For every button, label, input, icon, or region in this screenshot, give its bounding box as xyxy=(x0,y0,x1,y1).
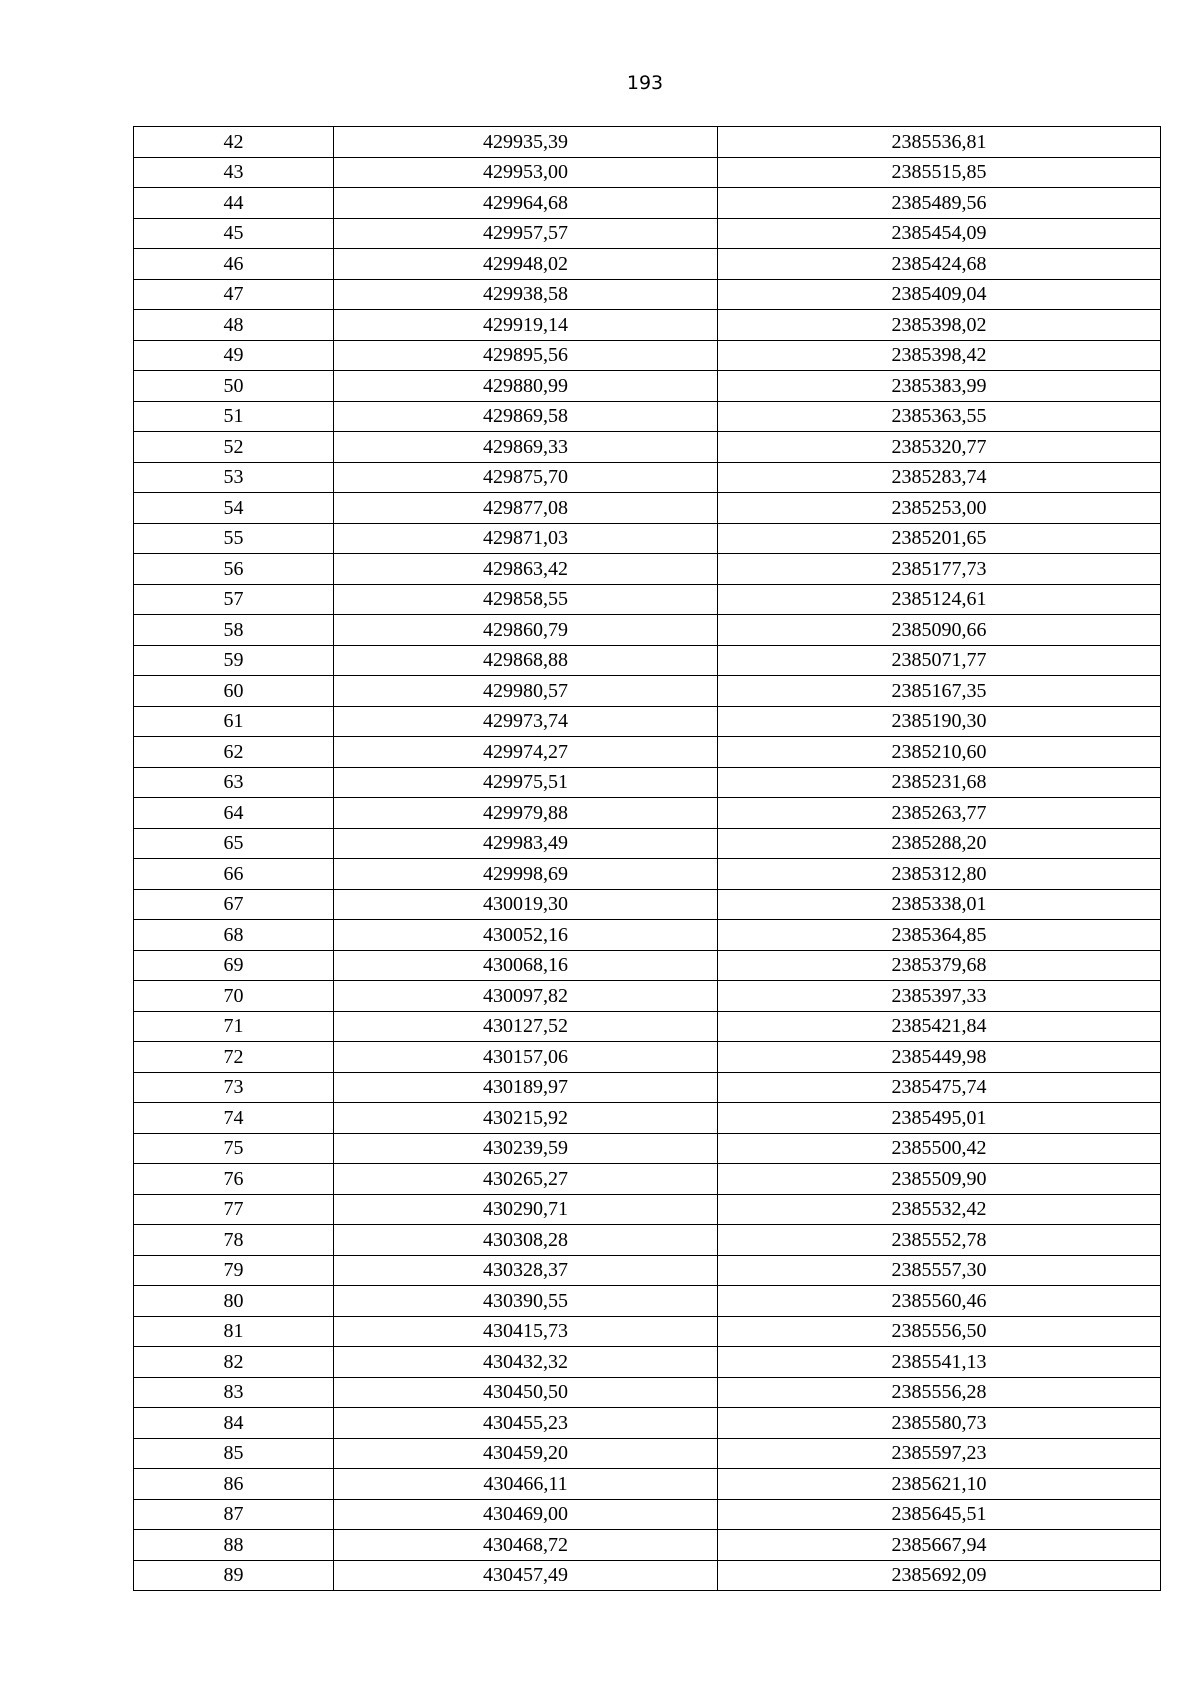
table-row xyxy=(134,798,1161,829)
point-number-cell: 81 xyxy=(134,1316,334,1347)
y-coordinate-cell: 2385621,10 xyxy=(718,1469,1161,1500)
x-coordinate-cell: 429979,88 xyxy=(334,798,718,829)
point-number-cell: 76 xyxy=(134,1164,334,1195)
table-row xyxy=(134,340,1161,371)
y-coordinate-cell: 2385597,23 xyxy=(718,1438,1161,1469)
table-row xyxy=(134,432,1161,463)
y-coordinate-cell: 2385475,74 xyxy=(718,1072,1161,1103)
y-coordinate-cell: 2385500,42 xyxy=(718,1133,1161,1164)
y-coordinate-cell: 2385560,46 xyxy=(718,1286,1161,1317)
x-coordinate-cell: 430157,06 xyxy=(334,1042,718,1073)
point-number-cell: 79 xyxy=(134,1255,334,1286)
x-coordinate-cell: 430308,28 xyxy=(334,1225,718,1256)
x-coordinate-cell: 430290,71 xyxy=(334,1194,718,1225)
table-row xyxy=(134,371,1161,402)
y-coordinate-cell: 2385398,42 xyxy=(718,340,1161,371)
point-number-cell: 89 xyxy=(134,1560,334,1591)
table-row xyxy=(134,889,1161,920)
y-coordinate-cell: 2385398,02 xyxy=(718,310,1161,341)
x-coordinate-cell: 429975,51 xyxy=(334,767,718,798)
point-number-cell: 70 xyxy=(134,981,334,1012)
y-coordinate-cell: 2385556,50 xyxy=(718,1316,1161,1347)
y-coordinate-cell: 2385363,55 xyxy=(718,401,1161,432)
x-coordinate-cell: 429953,00 xyxy=(334,157,718,188)
point-number-cell: 80 xyxy=(134,1286,334,1317)
table-row xyxy=(134,1225,1161,1256)
y-coordinate-cell: 2385509,90 xyxy=(718,1164,1161,1195)
y-coordinate-cell: 2385288,20 xyxy=(718,828,1161,859)
table-row xyxy=(134,859,1161,890)
y-coordinate-cell: 2385364,85 xyxy=(718,920,1161,951)
y-coordinate-cell: 2385338,01 xyxy=(718,889,1161,920)
x-coordinate-cell: 429895,56 xyxy=(334,340,718,371)
table-row xyxy=(134,1194,1161,1225)
x-coordinate-cell: 429974,27 xyxy=(334,737,718,768)
table-row xyxy=(134,1316,1161,1347)
y-coordinate-cell: 2385515,85 xyxy=(718,157,1161,188)
point-number-cell: 78 xyxy=(134,1225,334,1256)
table-row xyxy=(134,645,1161,676)
point-number-cell: 61 xyxy=(134,706,334,737)
table-row xyxy=(134,1072,1161,1103)
x-coordinate-cell: 429875,70 xyxy=(334,462,718,493)
point-number-cell: 71 xyxy=(134,1011,334,1042)
table-row xyxy=(134,1469,1161,1500)
point-number-cell: 62 xyxy=(134,737,334,768)
point-number-cell: 64 xyxy=(134,798,334,829)
x-coordinate-cell: 430189,97 xyxy=(334,1072,718,1103)
table-row xyxy=(134,493,1161,524)
x-coordinate-cell: 430466,11 xyxy=(334,1469,718,1500)
x-coordinate-cell: 429973,74 xyxy=(334,706,718,737)
table-row xyxy=(134,737,1161,768)
table-row xyxy=(134,554,1161,585)
x-coordinate-cell: 430068,16 xyxy=(334,950,718,981)
point-number-cell: 55 xyxy=(134,523,334,554)
y-coordinate-cell: 2385177,73 xyxy=(718,554,1161,585)
point-number-cell: 72 xyxy=(134,1042,334,1073)
point-number-cell: 84 xyxy=(134,1408,334,1439)
table-row xyxy=(134,1499,1161,1530)
y-coordinate-cell: 2385489,56 xyxy=(718,188,1161,219)
x-coordinate-cell: 429983,49 xyxy=(334,828,718,859)
y-coordinate-cell: 2385210,60 xyxy=(718,737,1161,768)
point-number-cell: 77 xyxy=(134,1194,334,1225)
x-coordinate-cell: 429869,33 xyxy=(334,432,718,463)
point-number-cell: 56 xyxy=(134,554,334,585)
point-number-cell: 60 xyxy=(134,676,334,707)
point-number-cell: 85 xyxy=(134,1438,334,1469)
x-coordinate-cell: 430457,49 xyxy=(334,1560,718,1591)
x-coordinate-cell: 430469,00 xyxy=(334,1499,718,1530)
table-row xyxy=(134,1042,1161,1073)
y-coordinate-cell: 2385383,99 xyxy=(718,371,1161,402)
point-number-cell: 46 xyxy=(134,249,334,280)
point-number-cell: 74 xyxy=(134,1103,334,1134)
table-row xyxy=(134,1408,1161,1439)
x-coordinate-cell: 430415,73 xyxy=(334,1316,718,1347)
y-coordinate-cell: 2385090,66 xyxy=(718,615,1161,646)
point-number-cell: 87 xyxy=(134,1499,334,1530)
point-number-cell: 54 xyxy=(134,493,334,524)
y-coordinate-cell: 2385263,77 xyxy=(718,798,1161,829)
point-number-cell: 48 xyxy=(134,310,334,341)
y-coordinate-cell: 2385536,81 xyxy=(718,127,1161,158)
table-row xyxy=(134,1377,1161,1408)
table-row xyxy=(134,1438,1161,1469)
x-coordinate-cell: 430239,59 xyxy=(334,1133,718,1164)
table-row xyxy=(134,615,1161,646)
y-coordinate-cell: 2385532,42 xyxy=(718,1194,1161,1225)
table-row xyxy=(134,1347,1161,1378)
y-coordinate-cell: 2385541,13 xyxy=(718,1347,1161,1378)
x-coordinate-cell: 429919,14 xyxy=(334,310,718,341)
table-row xyxy=(134,127,1161,158)
y-coordinate-cell: 2385424,68 xyxy=(718,249,1161,280)
table-row xyxy=(134,1530,1161,1561)
y-coordinate-cell: 2385231,68 xyxy=(718,767,1161,798)
table-row xyxy=(134,401,1161,432)
table-row xyxy=(134,249,1161,280)
point-number-cell: 73 xyxy=(134,1072,334,1103)
y-coordinate-cell: 2385320,77 xyxy=(718,432,1161,463)
x-coordinate-cell: 429860,79 xyxy=(334,615,718,646)
x-coordinate-cell: 429880,99 xyxy=(334,371,718,402)
y-coordinate-cell: 2385692,09 xyxy=(718,1560,1161,1591)
point-number-cell: 47 xyxy=(134,279,334,310)
y-coordinate-cell: 2385552,78 xyxy=(718,1225,1161,1256)
x-coordinate-cell: 429957,57 xyxy=(334,218,718,249)
y-coordinate-cell: 2385167,35 xyxy=(718,676,1161,707)
table-row xyxy=(134,1164,1161,1195)
table-row xyxy=(134,584,1161,615)
point-number-cell: 67 xyxy=(134,889,334,920)
point-number-cell: 45 xyxy=(134,218,334,249)
x-coordinate-cell: 430019,30 xyxy=(334,889,718,920)
coordinates-table xyxy=(133,126,1161,1591)
point-number-cell: 43 xyxy=(134,157,334,188)
x-coordinate-cell: 429869,58 xyxy=(334,401,718,432)
table-row xyxy=(134,828,1161,859)
table-row xyxy=(134,1560,1161,1591)
x-coordinate-cell: 429980,57 xyxy=(334,676,718,707)
x-coordinate-cell: 430468,72 xyxy=(334,1530,718,1561)
x-coordinate-cell: 429998,69 xyxy=(334,859,718,890)
y-coordinate-cell: 2385421,84 xyxy=(718,1011,1161,1042)
point-number-cell: 75 xyxy=(134,1133,334,1164)
point-number-cell: 44 xyxy=(134,188,334,219)
point-number-cell: 69 xyxy=(134,950,334,981)
y-coordinate-cell: 2385454,09 xyxy=(718,218,1161,249)
x-coordinate-cell: 430265,27 xyxy=(334,1164,718,1195)
point-number-cell: 63 xyxy=(134,767,334,798)
y-coordinate-cell: 2385449,98 xyxy=(718,1042,1161,1073)
y-coordinate-cell: 2385580,73 xyxy=(718,1408,1161,1439)
y-coordinate-cell: 2385283,74 xyxy=(718,462,1161,493)
x-coordinate-cell: 430097,82 xyxy=(334,981,718,1012)
point-number-cell: 66 xyxy=(134,859,334,890)
x-coordinate-cell: 430450,50 xyxy=(334,1377,718,1408)
x-coordinate-cell: 430328,37 xyxy=(334,1255,718,1286)
table-row xyxy=(134,1255,1161,1286)
x-coordinate-cell: 429871,03 xyxy=(334,523,718,554)
table-row xyxy=(134,920,1161,951)
page-number: 193 xyxy=(626,72,664,94)
table-row xyxy=(134,310,1161,341)
x-coordinate-cell: 429858,55 xyxy=(334,584,718,615)
point-number-cell: 86 xyxy=(134,1469,334,1500)
table-row xyxy=(134,218,1161,249)
point-number-cell: 42 xyxy=(134,127,334,158)
point-number-cell: 58 xyxy=(134,615,334,646)
x-coordinate-cell: 430432,32 xyxy=(334,1347,718,1378)
point-number-cell: 51 xyxy=(134,401,334,432)
x-coordinate-cell: 429935,39 xyxy=(334,127,718,158)
x-coordinate-cell: 429863,42 xyxy=(334,554,718,585)
point-number-cell: 52 xyxy=(134,432,334,463)
table-row xyxy=(134,1011,1161,1042)
point-number-cell: 57 xyxy=(134,584,334,615)
y-coordinate-cell: 2385201,65 xyxy=(718,523,1161,554)
point-number-cell: 50 xyxy=(134,371,334,402)
point-number-cell: 83 xyxy=(134,1377,334,1408)
x-coordinate-cell: 429877,08 xyxy=(334,493,718,524)
table-row xyxy=(134,767,1161,798)
point-number-cell: 68 xyxy=(134,920,334,951)
x-coordinate-cell: 430127,52 xyxy=(334,1011,718,1042)
point-number-cell: 53 xyxy=(134,462,334,493)
table-row xyxy=(134,279,1161,310)
table-row xyxy=(134,157,1161,188)
point-number-cell: 65 xyxy=(134,828,334,859)
table-row xyxy=(134,188,1161,219)
x-coordinate-cell: 429938,58 xyxy=(334,279,718,310)
table-row xyxy=(134,706,1161,737)
y-coordinate-cell: 2385557,30 xyxy=(718,1255,1161,1286)
y-coordinate-cell: 2385312,80 xyxy=(718,859,1161,890)
point-number-cell: 59 xyxy=(134,645,334,676)
point-number-cell: 49 xyxy=(134,340,334,371)
x-coordinate-cell: 430459,20 xyxy=(334,1438,718,1469)
x-coordinate-cell: 430455,23 xyxy=(334,1408,718,1439)
x-coordinate-cell: 430215,92 xyxy=(334,1103,718,1134)
table-row xyxy=(134,1286,1161,1317)
y-coordinate-cell: 2385124,61 xyxy=(718,584,1161,615)
table-row xyxy=(134,676,1161,707)
coordinates-table-body xyxy=(134,127,1161,1591)
y-coordinate-cell: 2385397,33 xyxy=(718,981,1161,1012)
x-coordinate-cell: 429964,68 xyxy=(334,188,718,219)
point-number-cell: 88 xyxy=(134,1530,334,1561)
table-row xyxy=(134,1133,1161,1164)
x-coordinate-cell: 430390,55 xyxy=(334,1286,718,1317)
y-coordinate-cell: 2385379,68 xyxy=(718,950,1161,981)
y-coordinate-cell: 2385645,51 xyxy=(718,1499,1161,1530)
x-coordinate-cell: 429868,88 xyxy=(334,645,718,676)
y-coordinate-cell: 2385409,04 xyxy=(718,279,1161,310)
y-coordinate-cell: 2385190,30 xyxy=(718,706,1161,737)
table-row xyxy=(134,1103,1161,1134)
table-row xyxy=(134,981,1161,1012)
point-number-cell: 82 xyxy=(134,1347,334,1378)
table-row xyxy=(134,950,1161,981)
y-coordinate-cell: 2385071,77 xyxy=(718,645,1161,676)
y-coordinate-cell: 2385667,94 xyxy=(718,1530,1161,1561)
y-coordinate-cell: 2385253,00 xyxy=(718,493,1161,524)
table-row xyxy=(134,462,1161,493)
y-coordinate-cell: 2385556,28 xyxy=(718,1377,1161,1408)
y-coordinate-cell: 2385495,01 xyxy=(718,1103,1161,1134)
table-row xyxy=(134,523,1161,554)
x-coordinate-cell: 430052,16 xyxy=(334,920,718,951)
x-coordinate-cell: 429948,02 xyxy=(334,249,718,280)
